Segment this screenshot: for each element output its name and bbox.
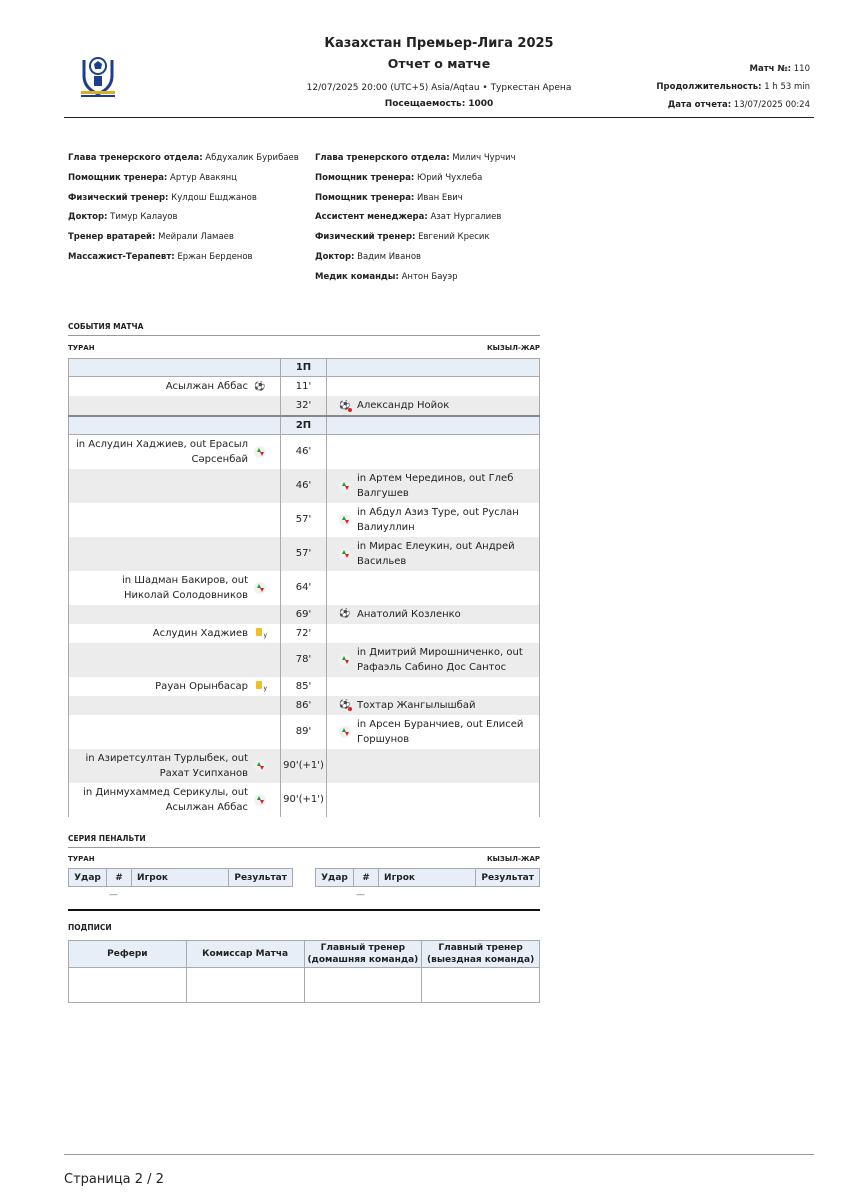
away-event-cell (327, 571, 540, 605)
report-date-value: 13/07/2025 00:24 (733, 100, 810, 110)
home-event-cell (69, 396, 281, 416)
staff-role: Массажист-Терапевт: (68, 251, 175, 262)
match-duration (656, 78, 810, 96)
home-team-name: ТУРАН (68, 855, 95, 863)
attendance-label: Посещаемость: (384, 99, 466, 109)
staff-name: Ержан Берденов (177, 251, 253, 262)
staff-entry (315, 209, 516, 229)
signature-box[interactable] (422, 968, 540, 1003)
page-number: Страница 2 / 2 (64, 1172, 164, 1187)
staff-role: Доктор: (315, 251, 355, 262)
event-minute: 46' (281, 434, 327, 469)
home-event-cell (69, 643, 281, 677)
signature-home-coach-header: Главный тренер (домашняя команда) (304, 941, 422, 968)
away-event-cell (327, 605, 540, 624)
event-row (69, 503, 540, 537)
event-text: in Дмитрий Мирошниченко, out Рафаэль Сабино Дос Сантос (357, 646, 523, 673)
report-header (64, 30, 814, 118)
event-text: in Абдул Азиз Туре, out Руслан Валиуллин (357, 506, 519, 533)
staff-name: Иван Евич (417, 192, 463, 203)
home-event-cell (69, 677, 281, 696)
event (333, 645, 533, 675)
home-event-cell (69, 605, 281, 624)
home-event-cell (69, 469, 281, 503)
col-number: # (106, 869, 131, 887)
event (333, 471, 533, 501)
event (333, 539, 533, 569)
away-event-cell (327, 783, 540, 817)
home-event-cell (69, 715, 281, 749)
away-team-name: КЫЗЫЛ-ЖАР (486, 344, 540, 352)
signatures-table (68, 940, 540, 1003)
period-label: 1П (281, 359, 327, 377)
staff-entry (315, 269, 516, 289)
substitution-icon (339, 548, 351, 560)
col-kick: Удар (69, 869, 107, 887)
event (333, 398, 533, 413)
event-minute: 57' (281, 503, 327, 537)
league-logo-icon (78, 52, 118, 98)
match-number-value: 110 (793, 64, 810, 74)
staff-entry (68, 209, 299, 229)
staff-entry (68, 249, 299, 269)
event-minute: 69' (281, 605, 327, 624)
signature-box[interactable] (186, 968, 304, 1003)
home-staff-list (68, 150, 299, 269)
staff-entry (315, 170, 516, 190)
event-row (69, 434, 540, 469)
staff-entry (68, 170, 299, 190)
duration-value: 1 h 53 min (764, 82, 810, 92)
away-penalty-table (315, 868, 540, 887)
signature-away-coach-header: Главный тренер (выездная команда) (422, 941, 540, 968)
substitution-icon (254, 794, 266, 806)
match-number-label: Матч №: (749, 64, 792, 74)
away-team-name: КЫЗЫЛ-ЖАР (486, 855, 540, 863)
league-title: Казахстан Премьер-Лига 2025 (324, 36, 554, 51)
away-event-cell (327, 434, 540, 469)
event-row (69, 783, 540, 817)
substitution-icon (254, 760, 266, 772)
substitution-icon (339, 480, 351, 492)
away-event-cell (327, 624, 540, 643)
staff-name: Кулдош Ешджанов (171, 192, 257, 203)
event-text: Асылжан Аббас (165, 381, 248, 392)
event (333, 717, 533, 747)
home-event-cell (69, 571, 281, 605)
away-staff-list (315, 150, 516, 289)
staff-role: Физический тренер: (315, 232, 416, 243)
event-row (69, 715, 540, 749)
event-row (69, 396, 540, 416)
section-divider (68, 909, 540, 911)
col-result: Результат (229, 869, 293, 887)
home-event-cell (69, 749, 281, 783)
staff-entry (315, 150, 516, 170)
attendance-value: 1000 (468, 99, 494, 109)
away-event-cell (327, 503, 540, 537)
event (333, 698, 533, 713)
event-row (69, 605, 540, 624)
staff-name: Вадим Иванов (357, 251, 422, 262)
event-row (69, 696, 540, 715)
match-datetime-venue: 12/07/2025 20:00 (UTC+5) Asia/Aqtau • Туркестан Арена (306, 83, 572, 93)
goal-icon (339, 608, 351, 620)
event (75, 751, 272, 781)
event-minute: 11' (281, 377, 327, 397)
col-player: Игрок (132, 869, 229, 887)
yellow-card-icon (254, 627, 266, 639)
event-row (69, 571, 540, 605)
event-text: in Азиретсултан Турлыбек, out Рахат Усипханов (85, 752, 248, 779)
signature-box[interactable] (69, 968, 187, 1003)
staff-name: Тимур Калауов (110, 212, 178, 223)
event-row (69, 643, 540, 677)
staff-name: Евгений Кресик (418, 232, 490, 243)
away-event-cell (327, 396, 540, 416)
staff-entry (315, 229, 516, 249)
event (75, 626, 272, 641)
event (75, 679, 272, 694)
event-row (69, 624, 540, 643)
home-event-cell (69, 503, 281, 537)
away-event-cell (327, 643, 540, 677)
period-header (69, 416, 540, 434)
event-minute: 78' (281, 643, 327, 677)
col-number: # (353, 869, 378, 887)
away-event-cell (327, 715, 540, 749)
event-text: in Артем Черединов, out Глеб Валгушев (357, 472, 514, 499)
home-event-cell (69, 537, 281, 571)
staff-entry (68, 190, 299, 210)
match-events-table (68, 358, 540, 817)
event (333, 505, 533, 535)
col-kick: Удар (316, 869, 354, 887)
event-minute: 32' (281, 396, 327, 416)
event-row (69, 377, 540, 397)
event-text: in Динмухаммед Серикулы, out Асылжан Аббас (83, 786, 248, 813)
staff-role: Тренер вратарей: (68, 232, 156, 243)
own-goal-icon (339, 400, 351, 412)
staff-role: Глава тренерского отдела: (68, 153, 203, 163)
event-minute: 90'(+1') (281, 749, 327, 783)
signatures-section-title: ПОДПИСИ (68, 923, 112, 932)
signature-commissioner-header: Комиссар Матча (186, 941, 304, 968)
report-title: Отчет о матче (387, 56, 491, 71)
staff-name: Азат Нургалиев (430, 212, 502, 223)
away-event-cell (327, 677, 540, 696)
yellow-card-icon (254, 680, 266, 692)
event-minute: 85' (281, 677, 327, 696)
own-goal-icon (339, 699, 351, 711)
event-text: Аслудин Хаджиев (152, 627, 248, 639)
signature-referee-header: Рефери (69, 941, 187, 968)
event (333, 607, 533, 622)
attendance (294, 96, 584, 112)
report-date (656, 96, 810, 114)
event-minute: 89' (281, 715, 327, 749)
substitution-icon (254, 582, 266, 594)
signature-box[interactable] (304, 968, 422, 1003)
duration-label: Продолжительность: (656, 82, 762, 92)
substitution-icon (339, 654, 351, 666)
event-text: Анатолий Козленко (357, 608, 461, 620)
staff-name: Антон Бауэр (401, 271, 458, 282)
substitution-icon (339, 726, 351, 738)
event (75, 785, 272, 815)
staff-role: Физический тренер: (68, 192, 169, 203)
staff-role: Ассистент менеджера: (315, 212, 428, 223)
event-minute: 46' (281, 469, 327, 503)
event-minute: 72' (281, 624, 327, 643)
home-event-cell (69, 624, 281, 643)
home-event-cell (69, 377, 281, 397)
staff-name: Артур Авакянц (170, 172, 237, 183)
staff-name: Абдухалик Бурибаев (205, 153, 299, 163)
away-event-cell (327, 537, 540, 571)
away-event-cell (327, 469, 540, 503)
staff-role: Доктор: (68, 212, 108, 223)
staff-entry (68, 150, 299, 170)
staff-entry (315, 190, 516, 210)
event-text: Тохтар Жангылышбай (357, 699, 476, 711)
event-row (69, 749, 540, 783)
penalties-section-title: СЕРИЯ ПЕНАЛЬТИ (68, 834, 540, 848)
home-event-cell (69, 434, 281, 469)
page-footer (64, 1154, 814, 1187)
report-date-label: Дата отчета: (667, 100, 732, 110)
home-event-cell (69, 696, 281, 715)
staff-role: Медик команды: (315, 271, 399, 282)
event-text: Рауан Орынбасар (155, 680, 248, 692)
home-penalty-table (68, 868, 293, 887)
event (75, 379, 272, 394)
event (75, 573, 272, 603)
away-penalty-empty: — (356, 890, 365, 900)
event-minute: 57' (281, 537, 327, 571)
staff-name: Милич Чурчич (452, 153, 516, 163)
event (75, 437, 272, 467)
staff-entry (68, 229, 299, 249)
substitution-icon (339, 514, 351, 526)
event-minute: 90'(+1') (281, 783, 327, 817)
substitution-icon (254, 446, 266, 458)
col-result: Результат (476, 869, 540, 887)
event-row (69, 677, 540, 696)
away-event-cell (327, 696, 540, 715)
penalties-team-row (68, 855, 540, 863)
home-event-cell (69, 783, 281, 817)
match-number (656, 60, 810, 78)
event-text: Александр Нойок (357, 400, 450, 411)
goal-icon (254, 381, 266, 393)
away-event-cell (327, 749, 540, 783)
events-section-title: СОБЫТИЯ МАТЧА (68, 322, 540, 336)
period-header (69, 359, 540, 377)
event-text: in Арсен Буранчиев, out Елисей Горшунов (357, 718, 524, 745)
event-row (69, 537, 540, 571)
staff-name: Мейрали Ламаев (158, 232, 234, 243)
period-label: 2П (281, 416, 327, 434)
events-team-row (68, 344, 540, 352)
staff-name: Юрий Чухлеба (417, 172, 483, 183)
col-player: Игрок (379, 869, 476, 887)
staff-entry (315, 249, 516, 269)
home-penalty-empty: — (109, 890, 118, 900)
event-minute: 86' (281, 696, 327, 715)
away-event-cell (327, 377, 540, 397)
match-meta (656, 60, 810, 114)
event-row (69, 469, 540, 503)
home-team-name: ТУРАН (68, 344, 95, 352)
staff-role: Помощник тренера: (68, 172, 168, 183)
staff-role: Помощник тренера: (315, 192, 415, 203)
event-text: in Аслудин Хаджиев, out Ерасыл Сәрсенбай (75, 438, 248, 465)
staff-role: Помощник тренера: (315, 172, 415, 183)
staff-role: Глава тренерского отдела: (315, 153, 450, 163)
event-text: in Мирас Елеукин, out Андрей Васильев (357, 540, 515, 567)
event-minute: 64' (281, 571, 327, 605)
event-text: in Шадман Бакиров, out Николай Солодовников (121, 574, 248, 601)
